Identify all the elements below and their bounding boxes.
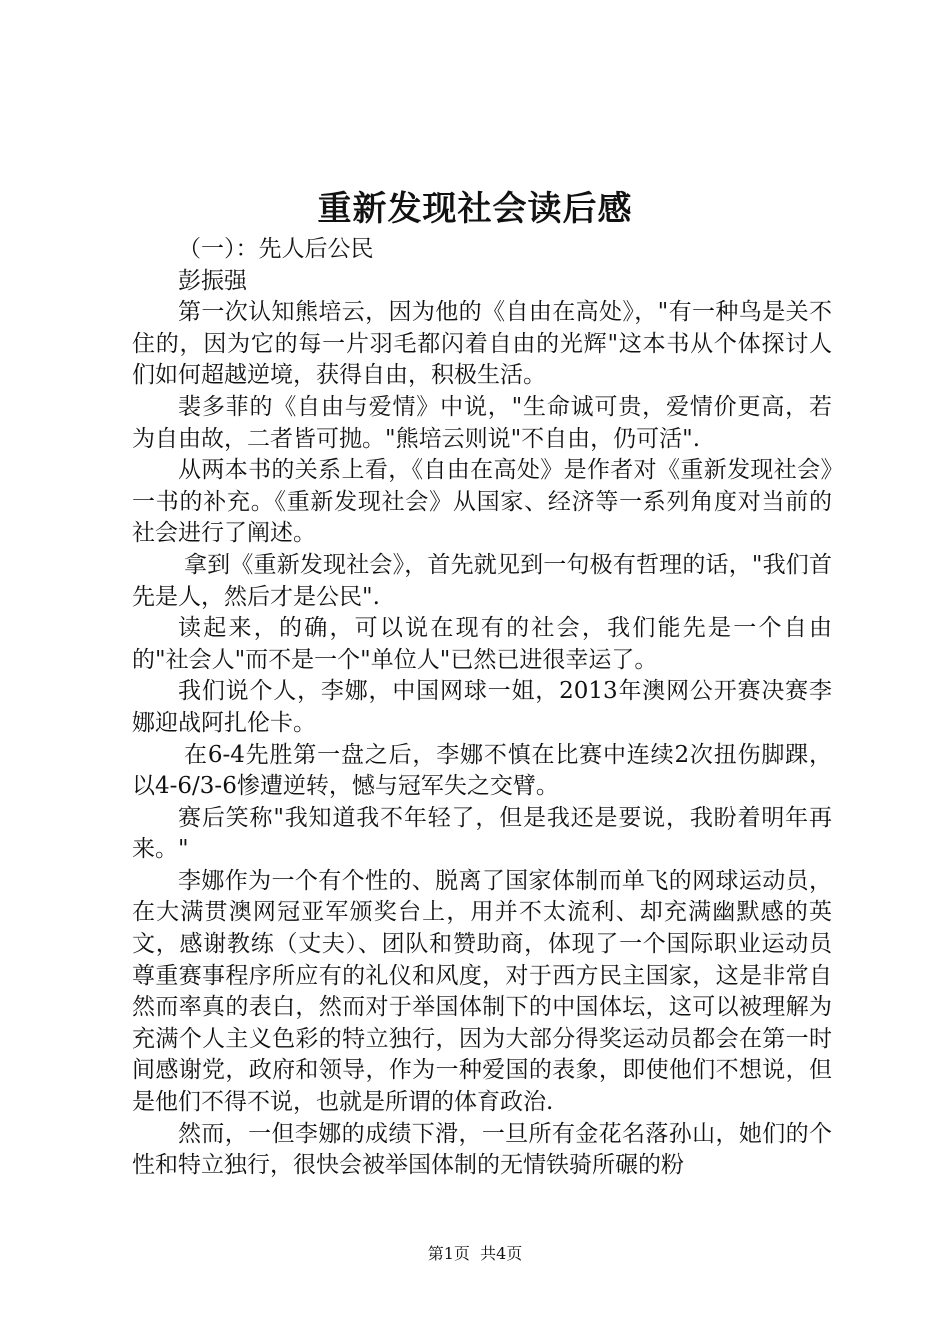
footer-spacer	[470, 1244, 480, 1263]
paragraph: 李娜作为一个有个性的、脱离了国家体制而单飞的网球运动员，在大满贯澳网冠亚军颁奖台上，用并不太流利、却充满幽默感的英文，感谢教练（丈夫）、团队和赞助商，体现了一个国际职业运动员尊重赛事程序所应有的礼仪和风度，对于西方民主国家，这是非常自然而率真的表白，然而对于举国体制下的中国体坛，这可以被理解为充满个人主义色彩的特立独行，因为大部分得奖运动员都会在第一时间感谢党，政府和领导，作为一种爱国的表象，即使他们不想说，但是他们不得不说，也就是所谓的体育政治.	[132, 867, 832, 1116]
page-total: 共4页	[480, 1244, 523, 1263]
paragraph: 第一次认知熊培云，因为他的《自由在高处》，"有一种鸟是关不住的，因为它的每一片羽毛都闪着自由的光辉"这本书从个体探讨人们如何超越逆境，获得自由，积极生活。	[132, 299, 832, 389]
paragraph: 然而，一但李娜的成绩下滑，一旦所有金花名落孙山，她们的个性和特立独行，很快会被举国体制的无情铁骑所碾的粉	[132, 1120, 832, 1179]
paragraph: 在6-4先胜第一盘之后，李娜不慎在比赛中连续2次扭伤脚踝，以4-6/3-6惨遭逆转，憾与冠军失之交臂。	[132, 741, 832, 800]
author-name: 彭振强	[178, 267, 247, 294]
page-number: 第1页	[427, 1244, 470, 1263]
section-heading: （一）：先人后公民	[178, 236, 374, 262]
paragraph: 拿到《重新发现社会》，首先就见到一句极有哲理的话，"我们首先是人，然后才是公民".	[132, 551, 832, 610]
document-title: 重新发现社会读后感	[317, 189, 633, 229]
page-footer	[0, 1243, 950, 1265]
paragraph: 读起来，的确，可以说在现有的社会，我们能先是一个自由的"社会人"而不是一个"单位人"已然已进很幸运了。	[132, 615, 832, 673]
paragraph: 从两本书的关系上看，《自由在高处》是作者对《重新发现社会》一书的补充。《重新发现社会》从国家、经济等一系列角度对当前的社会进行了阐述。	[132, 457, 832, 547]
paragraph: 赛后笑称"我知道我不年轻了，但是我还是要说，我盼着明年再来。"	[132, 804, 832, 863]
document-body	[132, 234, 832, 1182]
paragraph: 裴多菲的《自由与爱情》中说，"生命诚可贵，爱情价更高，若为自由故，二者皆可抛。"熊培云则说"不自由，仍可活".	[132, 393, 832, 452]
paragraph: 我们说个人，李娜，中国网球一姐，2013年澳网公开赛决赛李娜迎战阿扎伦卡。	[132, 678, 832, 736]
